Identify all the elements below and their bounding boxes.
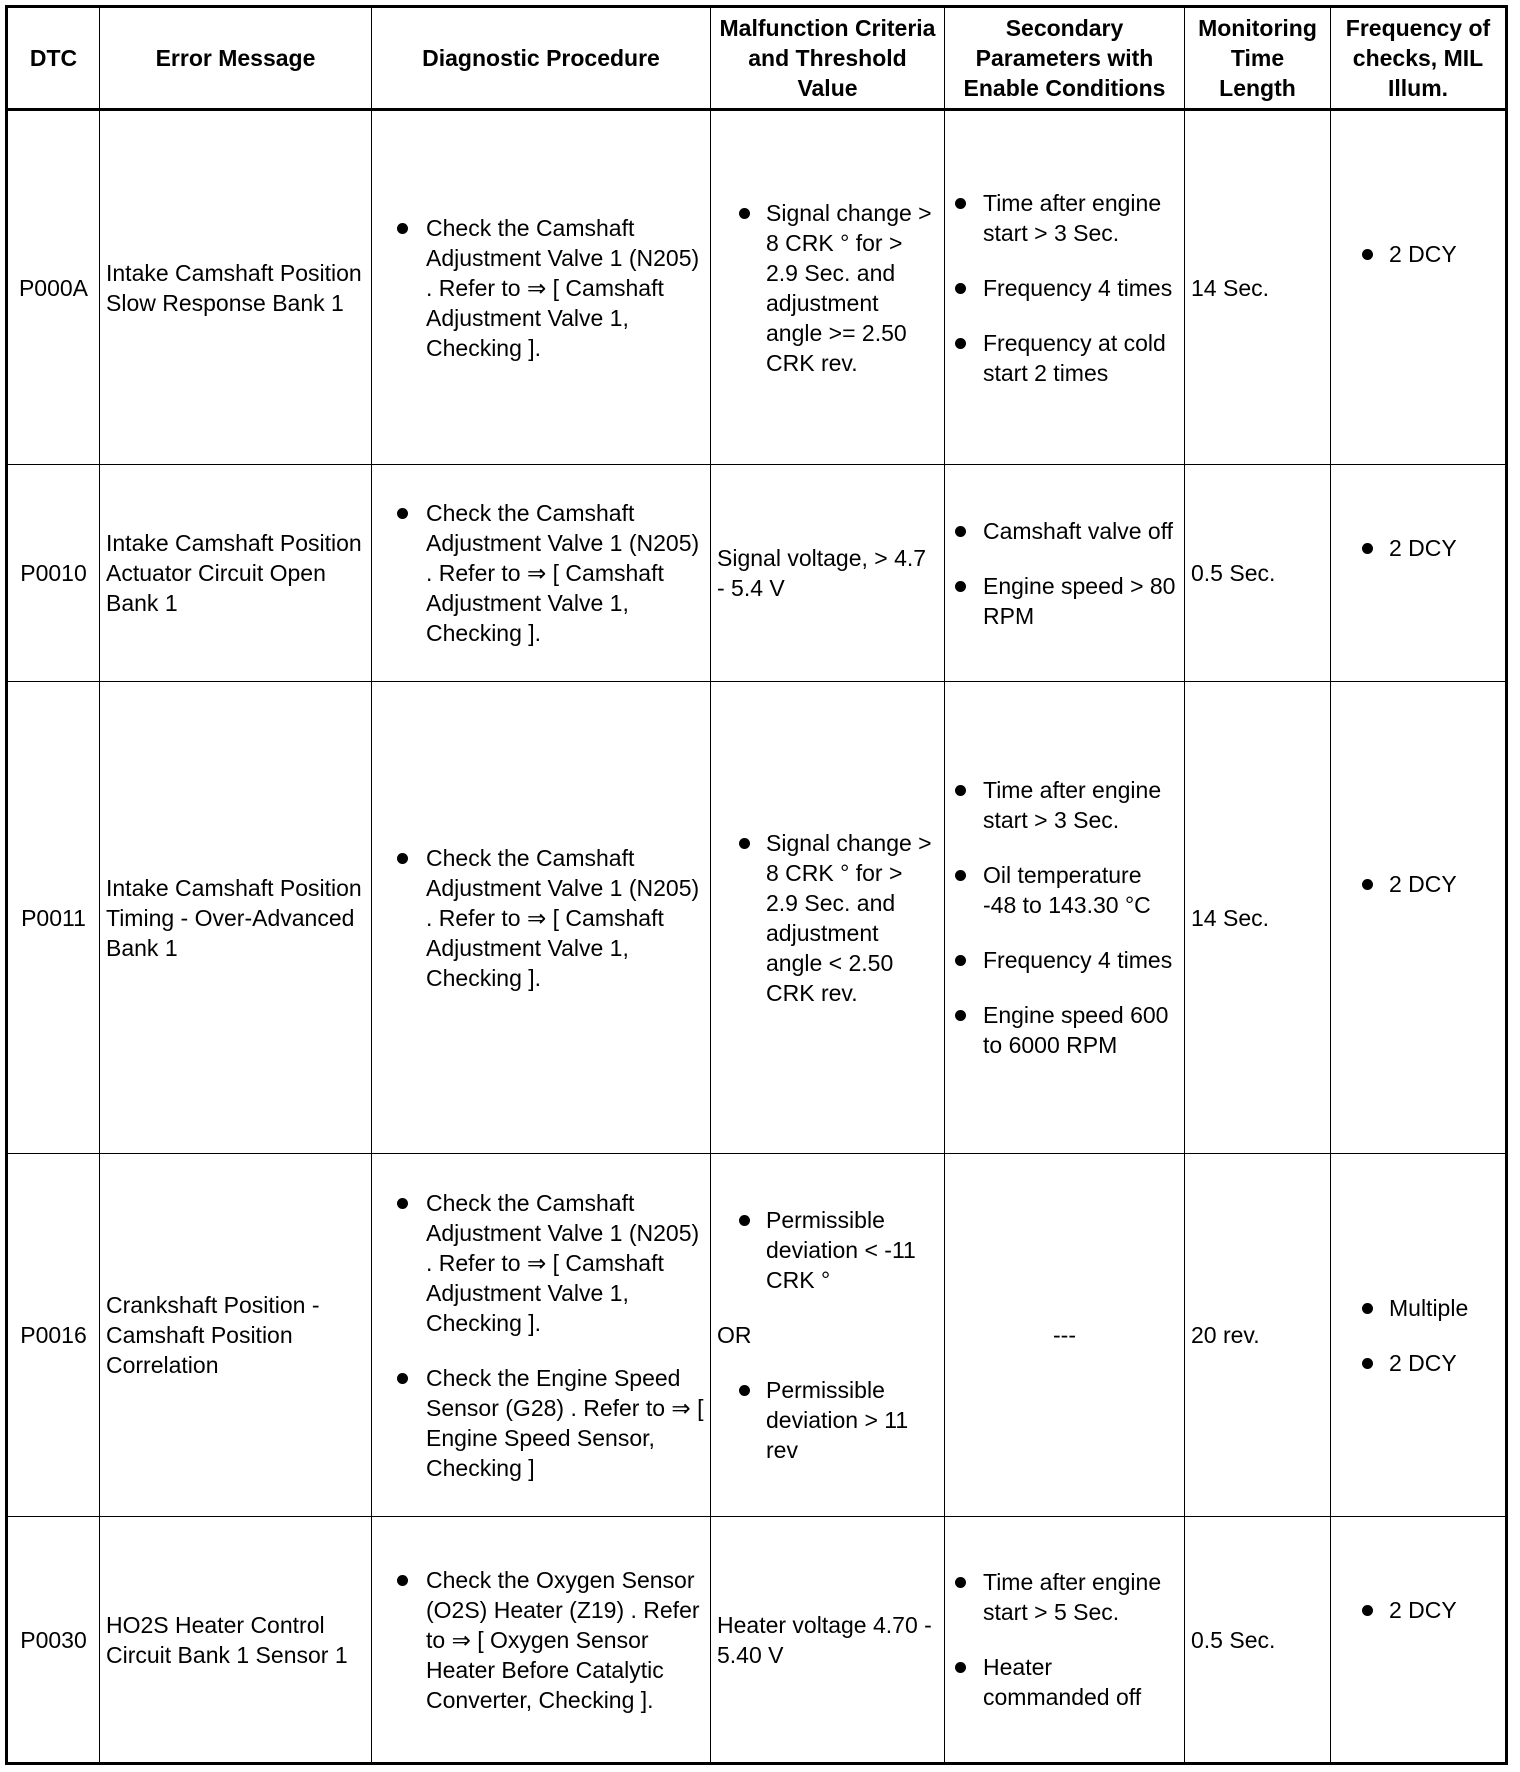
procedure-item: Check the Camshaft Adjustment Valve 1 (N205) . Refer to ⇒ [ Camshaft Adjustment Valve 1, Checking ].	[378, 213, 704, 363]
procedure-item: Check the Camshaft Adjustment Valve 1 (N205) . Refer to ⇒ [ Camshaft Adjustment Valve 1, Checking ].	[378, 498, 704, 648]
secondary-item: Frequency at cold start 2 times	[951, 328, 1178, 388]
monitoring-time: 20 rev.	[1185, 1154, 1331, 1517]
malfunction-item: Permissible deviation < -11 CRK °	[717, 1205, 938, 1295]
secondary-parameters	[945, 1517, 1185, 1764]
dtc-code: P0010	[7, 465, 100, 682]
bullet-icon	[1362, 1358, 1373, 1369]
secondary-item: Frequency 4 times	[951, 273, 1178, 303]
error-message: Intake Camshaft Position Actuator Circuit Open Bank 1	[100, 465, 372, 682]
secondary-parameters: ---	[945, 1154, 1185, 1517]
secondary-item: Engine speed 600 to 6000 RPM	[951, 1000, 1178, 1060]
frequency-checks	[1331, 1517, 1507, 1764]
frequency-checks	[1331, 1154, 1507, 1517]
bullet-icon	[955, 526, 966, 537]
frequency-item: 2 DCY	[1337, 1595, 1499, 1625]
bullet-icon	[955, 1577, 966, 1588]
malfunction-criteria	[711, 682, 945, 1154]
frequency-item: 2 DCY	[1337, 533, 1499, 563]
diagnostic-procedure	[372, 465, 711, 682]
bullet-icon	[1362, 879, 1373, 890]
bullet-icon	[739, 838, 750, 849]
error-message: Intake Camshaft Position Timing - Over-Advanced Bank 1	[100, 682, 372, 1154]
secondary-item: Time after engine start > 5 Sec.	[951, 1567, 1178, 1627]
or-separator: OR	[717, 1322, 752, 1348]
secondary-item: Engine speed > 80 RPM	[951, 571, 1178, 631]
monitoring-time: 0.5 Sec.	[1185, 1517, 1331, 1764]
procedure-item: Check the Engine Speed Sensor (G28) . Refer to ⇒ [ Engine Speed Sensor, Checking ]	[378, 1363, 704, 1483]
bullet-icon	[397, 1198, 408, 1209]
header-row	[7, 7, 1507, 110]
table-row	[7, 682, 1507, 1154]
diagnostic-procedure	[372, 682, 711, 1154]
secondary-item: Frequency 4 times	[951, 945, 1178, 975]
header-secondary-parameters: Secondary Parameters with Enable Conditions	[945, 7, 1185, 110]
table-row	[7, 1517, 1507, 1764]
bullet-icon	[955, 338, 966, 349]
bullet-icon	[955, 870, 966, 881]
error-message: Crankshaft Position - Camshaft Position Correlation	[100, 1154, 372, 1517]
dtc-table	[5, 5, 1508, 1765]
bullet-icon	[955, 1010, 966, 1021]
procedure-item: Check the Camshaft Adjustment Valve 1 (N205) . Refer to ⇒ [ Camshaft Adjustment Valve 1, Checking ].	[378, 1188, 704, 1338]
malfunction-item: Permissible deviation > 11 rev	[717, 1375, 938, 1465]
bullet-icon	[397, 508, 408, 519]
bullet-icon	[397, 1373, 408, 1384]
bullet-icon	[739, 1385, 750, 1396]
secondary-item: Heater commanded off	[951, 1652, 1178, 1712]
secondary-parameters	[945, 465, 1185, 682]
bullet-icon	[397, 1575, 408, 1586]
bullet-icon	[1362, 1303, 1373, 1314]
frequency-checks	[1331, 682, 1507, 1154]
bullet-icon	[955, 283, 966, 294]
table-row	[7, 110, 1507, 465]
header-dtc: DTC	[7, 7, 100, 110]
frequency-item: 2 DCY	[1337, 1348, 1499, 1378]
secondary-parameters	[945, 682, 1185, 1154]
bullet-icon	[1362, 1605, 1373, 1616]
frequency-item: 2 DCY	[1337, 239, 1499, 269]
bullet-icon	[955, 198, 966, 209]
table-row	[7, 465, 1507, 682]
diagnostic-procedure	[372, 1154, 711, 1517]
dtc-code: P0030	[7, 1517, 100, 1764]
secondary-parameters	[945, 110, 1185, 465]
dtc-code: P000A	[7, 110, 100, 465]
monitoring-time: 0.5 Sec.	[1185, 465, 1331, 682]
dtc-code: P0016	[7, 1154, 100, 1517]
header-malfunction-criteria: Malfunction Criteria and Threshold Value	[711, 7, 945, 110]
frequency-checks	[1331, 465, 1507, 682]
malfunction-criteria: Signal voltage, > 4.7 - 5.4 V	[711, 465, 945, 682]
bullet-icon	[955, 955, 966, 966]
malfunction-criteria: Heater voltage 4.70 - 5.40 V	[711, 1517, 945, 1764]
bullet-icon	[397, 853, 408, 864]
header-monitoring-time: Monitoring Time Length	[1185, 7, 1331, 110]
diagnostic-procedure	[372, 110, 711, 465]
bullet-icon	[739, 208, 750, 219]
header-diagnostic-procedure: Diagnostic Procedure	[372, 7, 711, 110]
frequency-item: 2 DCY	[1337, 869, 1499, 899]
bullet-icon	[397, 223, 408, 234]
monitoring-time: 14 Sec.	[1185, 682, 1331, 1154]
procedure-item: Check the Camshaft Adjustment Valve 1 (N205) . Refer to ⇒ [ Camshaft Adjustment Valve 1, Checking ].	[378, 843, 704, 993]
table-row	[7, 1154, 1507, 1517]
frequency-checks	[1331, 110, 1507, 465]
secondary-item: Camshaft valve off	[951, 516, 1178, 546]
malfunction-criteria	[711, 1154, 945, 1517]
error-message: Intake Camshaft Position Slow Response Bank 1	[100, 110, 372, 465]
bullet-icon	[955, 1662, 966, 1673]
malfunction-criteria	[711, 110, 945, 465]
header-error-message: Error Message	[100, 7, 372, 110]
bullet-icon	[955, 581, 966, 592]
malfunction-item: Signal change > 8 CRK ° for > 2.9 Sec. and adjustment angle >= 2.50 CRK rev.	[717, 198, 938, 378]
diagnostic-procedure	[372, 1517, 711, 1764]
header-frequency: Frequency of checks, MIL Illum.	[1331, 7, 1507, 110]
secondary-item: Oil temperature -48 to 143.30 °C	[951, 860, 1178, 920]
error-message: HO2S Heater Control Circuit Bank 1 Sensor 1	[100, 1517, 372, 1764]
bullet-icon	[1362, 543, 1373, 554]
frequency-item: Multiple	[1337, 1293, 1499, 1323]
dtc-code: P0011	[7, 682, 100, 1154]
malfunction-item: Signal change > 8 CRK ° for > 2.9 Sec. and adjustment angle < 2.50 CRK rev.	[717, 828, 938, 1008]
bullet-icon	[739, 1215, 750, 1226]
secondary-item: Time after engine start > 3 Sec.	[951, 775, 1178, 835]
bullet-icon	[955, 785, 966, 796]
monitoring-time: 14 Sec.	[1185, 110, 1331, 465]
secondary-item: Time after engine start > 3 Sec.	[951, 188, 1178, 248]
bullet-icon	[1362, 249, 1373, 260]
dtc-table-sheet	[5, 5, 1505, 1762]
procedure-item: Check the Oxygen Sensor (O2S) Heater (Z19) . Refer to ⇒ [ Oxygen Sensor Heater Before Catalytic Converter, Checking ].	[378, 1565, 704, 1715]
